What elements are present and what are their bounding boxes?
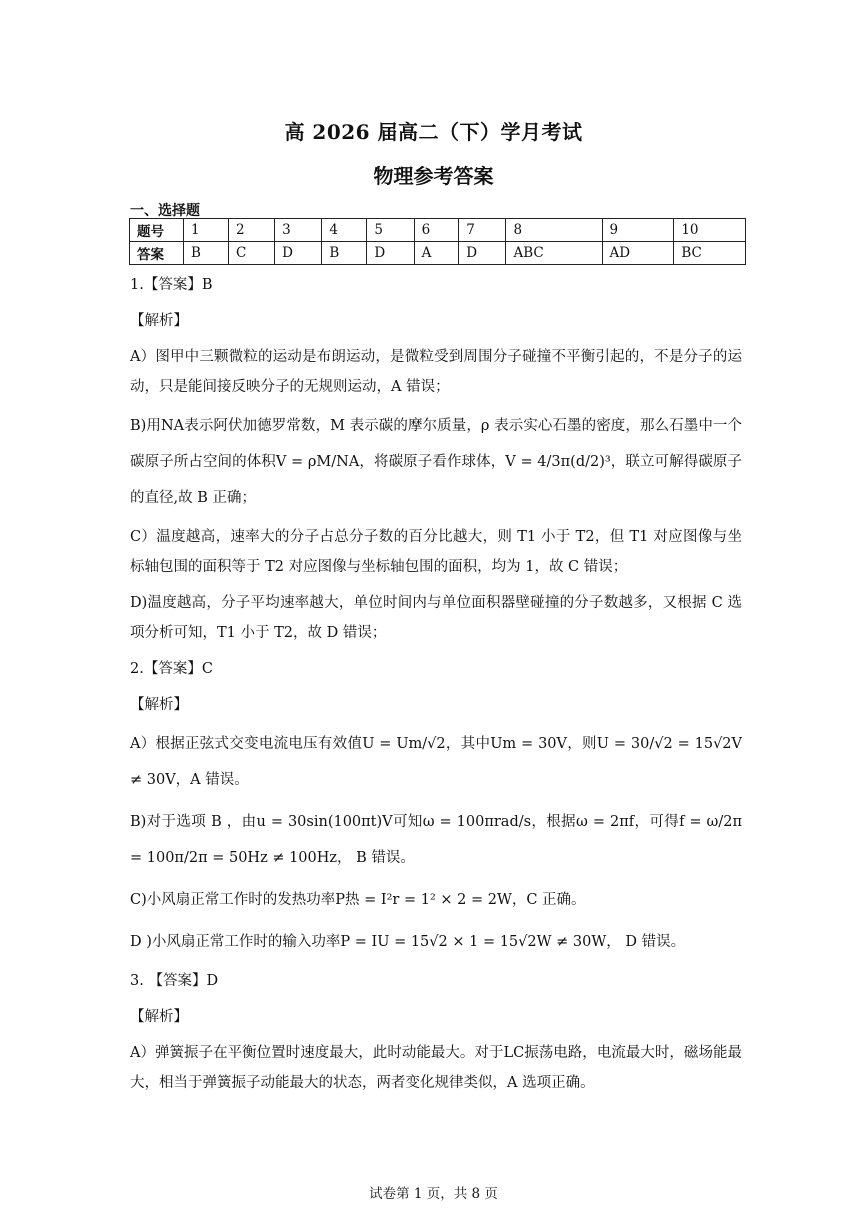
page-footer: 试卷第 1 页，共 8 页 (369, 1186, 498, 1202)
answer-subtitle: 物理参考答案 (373, 164, 494, 188)
table-cell: 1 (184, 219, 229, 242)
table-cell: B (184, 242, 229, 265)
q1-answer: 1.【答案】B (130, 277, 213, 293)
q2-option-b: B)对于选项 B ，由u = 30sin(100πt)V可知ω = 100πrad/s，根据ω = 2πf，可得f = ω/2π = 100π/2π = 50Hz ≠ 100Hz， B 错误。 (130, 814, 742, 866)
q2-option-c: C)小风扇正常工作时的发热功率P热 = I²r = 1² × 2 = 2W，C 正确。 (130, 892, 586, 908)
q1-analysis-heading: 【解析】 (130, 313, 188, 329)
q3-answer: 3. 【答案】D (130, 973, 219, 989)
table-cell: 10 (674, 219, 746, 242)
q1-option-c: C）温度越高，速率大的分子占总分子数的百分比越大，则 T1 小于 T2，但 T1 对应图像与坐标轴包围的面积等于 T2 对应图像与坐标轴包围的面积，均为 1，故 C 错误； (130, 529, 742, 575)
table-cell: ABC (506, 242, 602, 265)
table-cell: 8 (506, 219, 602, 242)
table-cell: 5 (367, 219, 414, 242)
q2-analysis-heading: 【解析】 (130, 697, 188, 713)
table-cell: D (367, 242, 414, 265)
q3-analysis-heading: 【解析】 (130, 1009, 188, 1025)
row-label: 答案 (130, 242, 184, 265)
table-cell: C (229, 242, 275, 265)
table-cell: 2 (229, 219, 275, 242)
row-label: 题号 (130, 219, 184, 242)
table-row-numbers (130, 219, 746, 242)
answer-table (129, 218, 746, 265)
table-cell: 7 (459, 219, 506, 242)
table-cell: 9 (602, 219, 674, 242)
table-cell: 6 (414, 219, 459, 242)
table-cell: 3 (275, 219, 322, 242)
table-row-answers (130, 242, 746, 265)
q2-option-d: D )小风扇正常工作时的输入功率P = IU = 15√2 × 1 = 15√2W ≠ 30W， D 错误。 (130, 934, 686, 950)
table-cell: AD (602, 242, 674, 265)
solution-body (130, 270, 742, 1104)
table-cell: D (459, 242, 506, 265)
table-cell: D (275, 242, 322, 265)
section-heading: 一、选择题 (130, 203, 200, 219)
table-cell: B (322, 242, 367, 265)
exam-title: 高 2026 届高二（下）学月考试 (284, 120, 583, 144)
table-cell: BC (674, 242, 746, 265)
table-cell: A (414, 242, 459, 265)
q1-option-a: A）图甲中三颗微粒的运动是布朗运动，是微粒受到周围分子碰撞不平衡引起的，不是分子的运动，只是能间接反映分子的无规则运动，A 错误； (130, 349, 742, 395)
q3-option-a: A）弹簧振子在平衡位置时速度最大，此时动能最大。对于LC振荡电路，电流最大时，磁场能最大，相当于弹簧振子动能最大的状态，两者变化规律类似，A 选项正确。 (130, 1045, 742, 1091)
q2-option-a: A）根据正弦式交变电流电压有效值U = Um/√2，其中Um = 30V，则U = 30/√2 = 15√2V ≠ 30V，A 错误。 (130, 736, 742, 788)
q2-answer: 2.【答案】C (130, 661, 213, 677)
q1-option-d: D)温度越高，分子平均速率越大，单位时间内与单位面积器壁碰撞的分子数越多，又根据 C 选项分析可知，T1 小于 T2，故 D 错误； (130, 595, 742, 641)
table-cell: 4 (322, 219, 367, 242)
q1-option-b: B)用NA表示阿伏加德罗常数，M 表示碳的摩尔质量，ρ 表示实心石墨的密度，那么石墨中一个碳原子所占空间的体积V = ρM/NA，将碳原子看作球体，V = 4/3π(d/2)³，联立可解得碳原子的直径,故 B 正确； (130, 418, 742, 506)
